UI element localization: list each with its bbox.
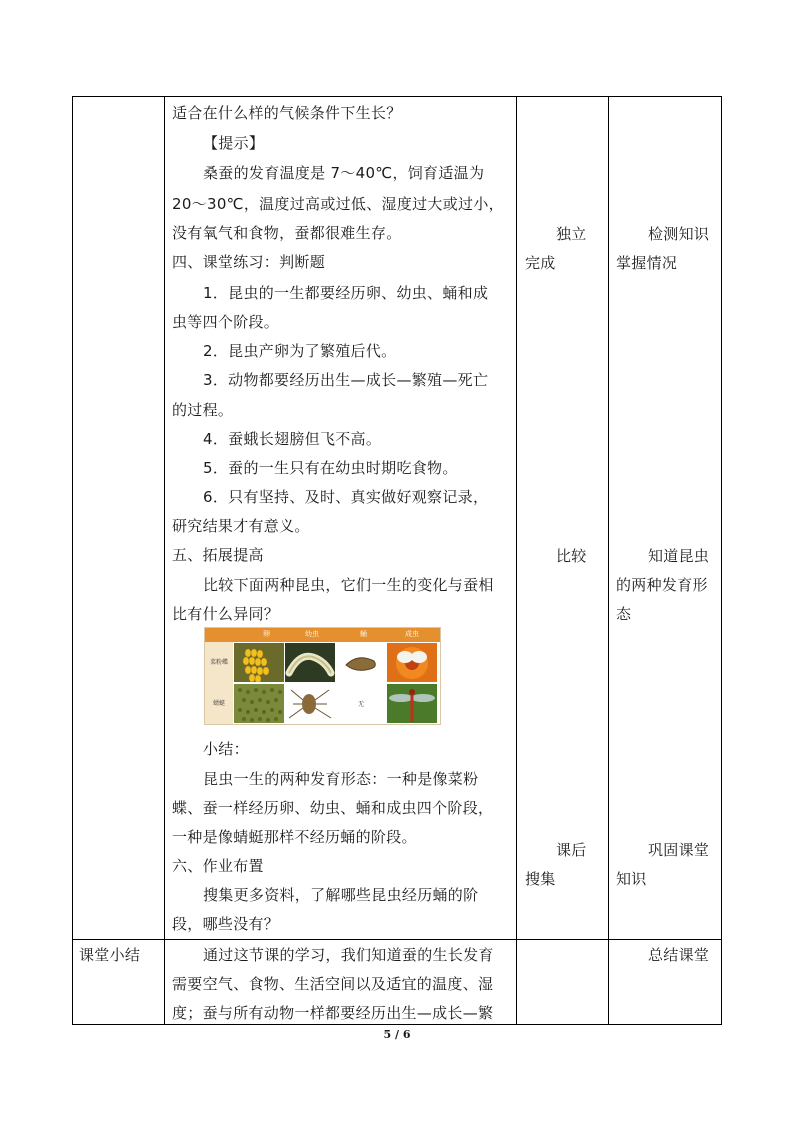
intent-cell: 总结课堂: [648, 946, 710, 964]
exercise-item: 1．昆虫的一生都要经历卵、幼虫、蛹和成: [203, 284, 489, 302]
activity-cell: 独立: [556, 225, 587, 243]
figure-header-larva: 幼虫: [305, 630, 319, 638]
section-heading: 四、课堂练习：判断题: [172, 253, 326, 271]
summary-row-line: 通过这节课的学习，我们知道蚕的生长发育: [203, 946, 494, 964]
butterfly-egg-photo: [234, 643, 284, 682]
intent-cell: 检测知识: [648, 225, 710, 243]
exercise-item: 3．动物都要经历出生—成长—繁殖—死亡: [203, 371, 489, 389]
summary-row-label: 课堂小结: [79, 946, 141, 964]
column-divider: [164, 97, 165, 1024]
content-line: 比较下面两种昆虫，它们一生的变化与蚕相: [203, 576, 494, 594]
content-line: 比有什么异同？: [172, 605, 280, 623]
figure-header-egg: 卵: [263, 630, 270, 638]
intent-cell: 态: [616, 605, 632, 623]
intent-cell: 知道昆虫: [648, 547, 710, 565]
activity-cell: 比较: [556, 547, 587, 565]
figure-row-label: 菜粉蝶: [205, 642, 233, 683]
figure-header-pupa: 蛹: [360, 630, 367, 638]
section-heading: 六、作业布置: [172, 857, 264, 875]
exercise-item: 4．蚕蛾长翅膀但飞不高。: [203, 430, 382, 448]
intent-cell: 的两种发育形: [616, 576, 708, 594]
dragonfly-pupa-cell: [336, 684, 386, 723]
dragonfly-nymph-photo: [285, 684, 335, 723]
content-line: 适合在什么样的气候条件下生长？: [172, 104, 402, 122]
hint-label: 【提示】: [203, 134, 265, 152]
intent-cell: 掌握情况: [616, 254, 678, 272]
activity-cell: 完成: [525, 254, 556, 272]
figure-row-label: 蜻蜓: [205, 683, 233, 724]
butterfly-pupa-photo: [336, 643, 386, 682]
dragonfly-egg-photo: [234, 684, 284, 723]
column-divider: [608, 97, 609, 1024]
insect-comparison-figure: [204, 627, 441, 725]
exercise-item: 虫等四个阶段。: [172, 313, 280, 331]
exercise-item: 研究结果才有意义。: [172, 517, 310, 535]
summary-label: 小结：: [203, 740, 249, 758]
exercise-item: 6．只有坚持、及时、真实做好观察记录，: [203, 488, 489, 506]
summary-row-line: 需要空气、食物、生活空间以及适宜的温度、湿: [172, 975, 494, 993]
intent-cell: 巩固课堂: [648, 841, 710, 859]
content-line: 一种是像蜻蜓那样不经历蛹的阶段。: [172, 828, 417, 846]
figure-header-adult: 成虫: [405, 630, 419, 638]
intent-cell: 知识: [616, 870, 647, 888]
column-divider: [516, 97, 517, 1024]
content-line: 桑蚕的发育温度是 7～40℃，饲育适温为: [203, 164, 485, 182]
dragonfly-adult-photo: [387, 684, 437, 723]
activity-cell: 搜集: [525, 870, 556, 888]
butterfly-larva-photo: [285, 643, 335, 682]
page-number: 5 / 6: [383, 1028, 411, 1041]
exercise-item: 的过程。: [172, 401, 234, 419]
exercise-item: 2．昆虫产卵为了繁殖后代。: [203, 342, 397, 360]
none-label: 无: [358, 701, 365, 708]
content-line: 昆虫一生的两种发育形态：一种是像菜粉: [203, 770, 479, 788]
exercise-item: 5．蚕的一生只有在幼虫时期吃食物。: [203, 459, 458, 477]
content-line: 搜集更多资料，了解哪些昆虫经历蛹的阶: [203, 886, 479, 904]
row-divider: [73, 939, 721, 940]
activity-cell: 课后: [556, 841, 587, 859]
content-line: 20～30℃，温度过高或过低、湿度过大或过小，: [172, 195, 504, 213]
content-line: 蝶、蚕一样经历卵、幼虫、蛹和成虫四个阶段，: [172, 799, 494, 817]
content-line: 段，哪些没有？: [172, 915, 280, 933]
figure-header: [205, 628, 440, 642]
butterfly-adult-photo: [387, 643, 437, 682]
section-heading: 五、拓展提高: [172, 546, 264, 564]
summary-row-line: 度；蚕与所有动物一样都要经历出生—成长—繁: [172, 1004, 494, 1022]
content-line: 没有氧气和食物，蚕都很难生存。: [172, 224, 402, 242]
